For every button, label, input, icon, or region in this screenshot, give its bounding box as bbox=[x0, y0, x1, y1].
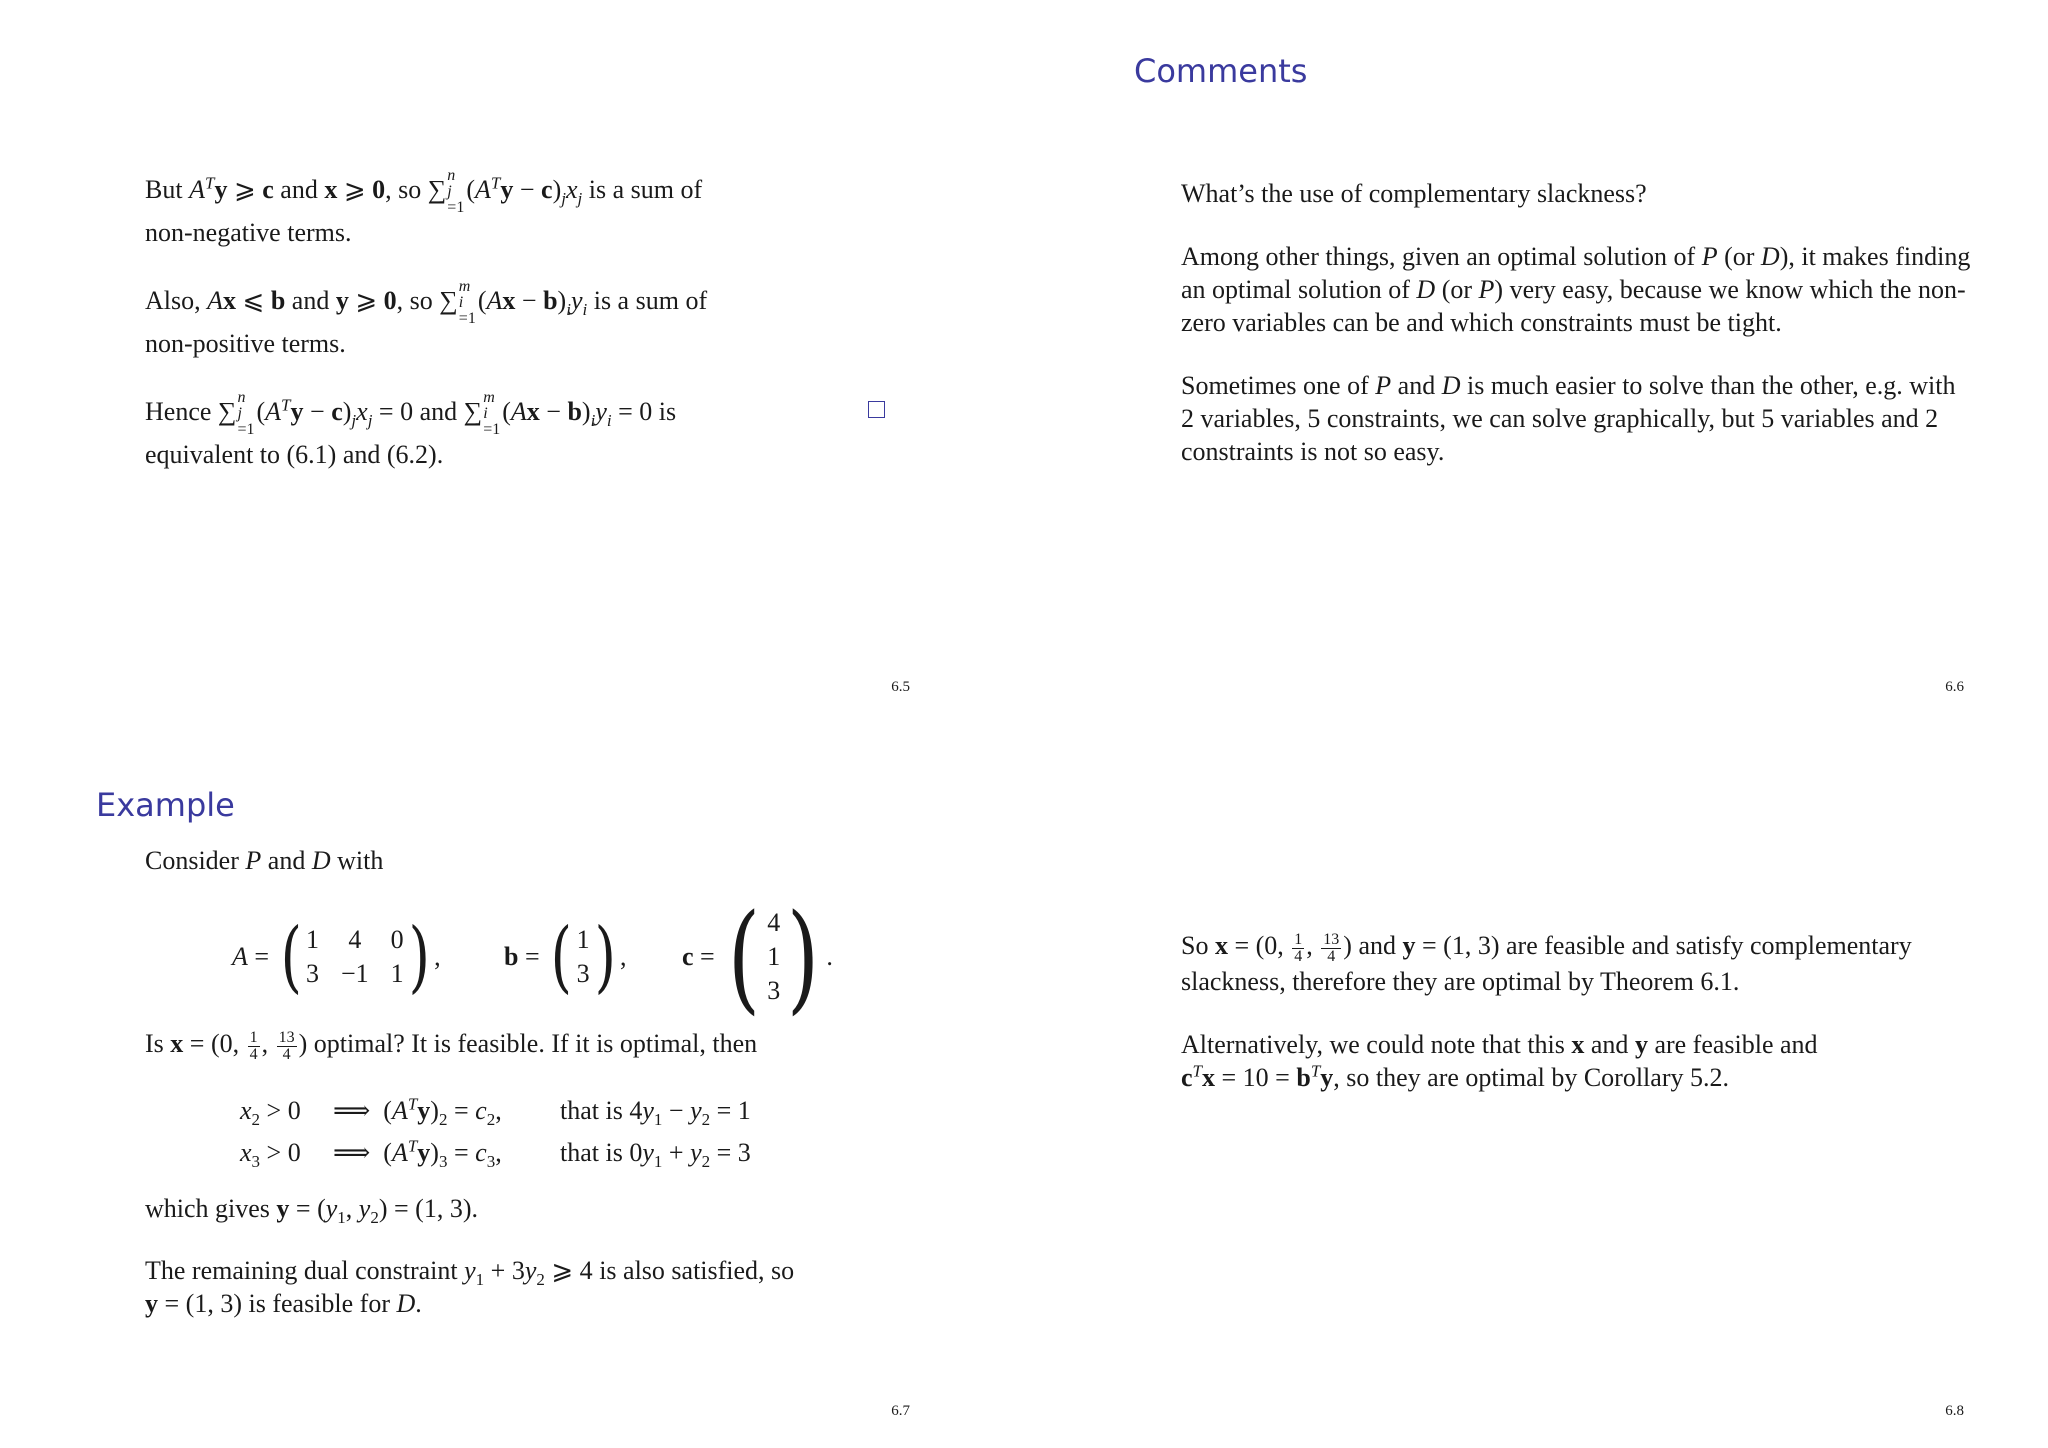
page-number: 6.7 bbox=[891, 1403, 910, 1419]
paragraph-2: Alternatively, we could note that this x and y are feasible and $c^Tx = 10 = b^Ty$, so they are optimal by Corollary 5.2. bbox=[1181, 1029, 1818, 1092]
slide-6-8 bbox=[1024, 724, 2048, 1448]
paragraph-2: Also, Ax ⩽ b and y ⩾ 0, so ∑ m i =1 $(Ax - b)_iy_i$ is a sum of non-positive terms. bbox=[145, 278, 708, 358]
vector-c: c = ( 4 1 3 ) . bbox=[682, 888, 833, 1026]
slide-6-6 bbox=[1024, 0, 2048, 724]
page-number: 6.6 bbox=[1945, 679, 1964, 695]
result-line: which gives $y = (y_1$, $y_2) = (1$, 3). bbox=[145, 1194, 478, 1228]
matrix-definitions bbox=[232, 888, 833, 1026]
implication-row-1: $x_2 > 0$ ⟹ $(A^Ty)_2 = c_2$, that is $4y_1 - y_2 = 1$ bbox=[240, 1094, 751, 1130]
qed-square-icon bbox=[868, 401, 885, 418]
slide-title: Example bbox=[96, 786, 235, 824]
vector-b: b = ( 1 3 ) , bbox=[504, 912, 627, 1002]
question-line: Is x = (0, $\frac{1}{4}$ , $\frac{13}{4}$ ) optimal? It is feasible. If it is optimal, then bbox=[145, 1028, 758, 1063]
paragraph-3: Hence ∑ n j =1 $(A^Ty - c)_jx_j = 0$ and ∑ m i =1 $(Ax - b)_iy_i = 0$ is equivalent to (6.1) and (6.2). bbox=[145, 389, 677, 469]
implication-rows bbox=[240, 1090, 751, 1174]
paragraph-2: Among other things, given an optimal solution of P (or D), it makes finding an optimal solution of D (or P) very easy, because we know which the non-zero variables can be and which constraints must be tight. bbox=[1181, 242, 1971, 337]
slide-body bbox=[1181, 929, 1971, 1124]
implication-row-2: $x_3 > 0$ ⟹ $(A^Ty)_3 = c_3$, that is $0y_1 + y_2 = 3$ bbox=[240, 1136, 751, 1172]
paragraph-3: Sometimes one of P and D is much easier to solve than the other, e.g. with 2 variables, 5 constraints, we can solve graphically, but 5 variables and 2 constraints is not so easy. bbox=[1181, 371, 1956, 466]
remaining-constraint: The remaining dual constraint $y_1 + 3y_2$ ⩾ 4 is also satisfied, so y = (1, 3) is feasible for D. bbox=[145, 1256, 795, 1318]
slide-body bbox=[1181, 177, 1971, 498]
intro-line: Consider P and D with bbox=[145, 846, 384, 875]
paragraph-1: What’s the use of complementary slackness? bbox=[1181, 179, 1647, 208]
slide-6-7 bbox=[0, 724, 1024, 1448]
slide-body bbox=[145, 168, 905, 501]
page-number: 6.5 bbox=[891, 679, 910, 695]
page-number: 6.8 bbox=[1945, 1403, 1964, 1419]
slide-title: Comments bbox=[1134, 52, 1308, 90]
slide-6-5 bbox=[0, 0, 1024, 724]
paragraph-1: But $A^Ty$ ⩾ c and x ⩾ 0, so ∑ n j =1 $(A^Ty - c)_jx_j$ is a sum of non-negative terms. bbox=[145, 167, 703, 247]
matrix-A: A = ( 1 4 0 3 −1 1 ) , bbox=[232, 912, 441, 1002]
paragraph-1: So x = (0, $\frac{1}{4}$ , $\frac{13}{4}$ ) and y = (1, 3) are feasible and satisfy complementary slackness, therefore they are optimal by Theorem 6.1. bbox=[1181, 930, 1912, 996]
